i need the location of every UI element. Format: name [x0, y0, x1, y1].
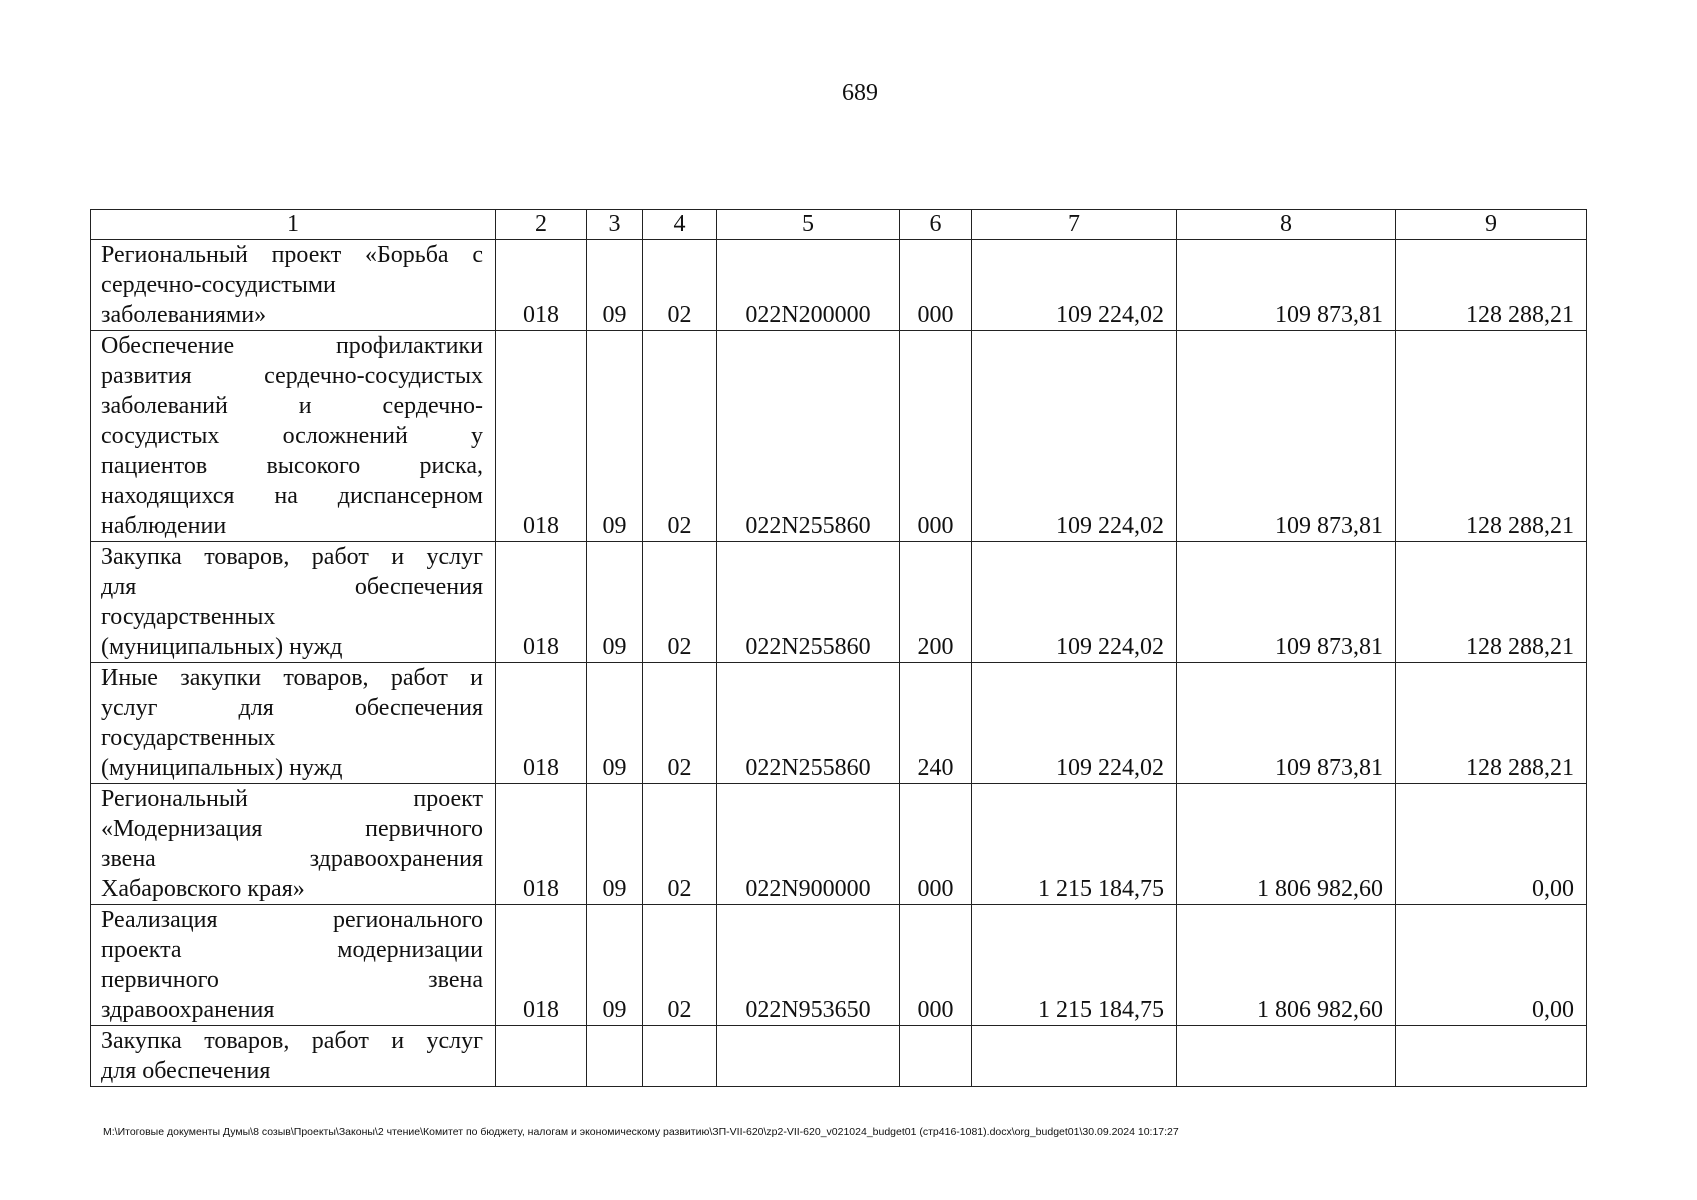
subsection-cell: 02 — [643, 240, 717, 331]
amount-year-3-cell: 128 288,21 — [1396, 240, 1587, 331]
admin-code-cell: 018 — [496, 542, 587, 663]
row-name-line: услуг для обеспечения — [101, 695, 483, 721]
section-cell: 09 — [587, 331, 643, 542]
amount-year-3-cell: 0,00 — [1396, 905, 1587, 1026]
admin-code-cell: 018 — [496, 784, 587, 905]
target-article-cell: 022N200000 — [717, 240, 900, 331]
subsection-cell: 02 — [643, 331, 717, 542]
row-name-cell — [91, 331, 496, 542]
budget-table — [90, 209, 1587, 1087]
expense-type-cell: 000 — [900, 331, 972, 542]
row-name-line: находящихся на диспансерном — [101, 483, 483, 509]
amount-year-2-cell: 109 873,81 — [1177, 331, 1396, 542]
amount-year-2-cell: 1 806 982,60 — [1177, 905, 1396, 1026]
amount-year-1-cell — [972, 1026, 1177, 1087]
row-name-line: государственных — [101, 725, 276, 751]
amount-year-3-cell: 0,00 — [1396, 784, 1587, 905]
row-name-line: Хабаровского края» — [101, 876, 305, 902]
row-name-line: (муниципальных) нужд — [101, 634, 343, 660]
row-name-line: Закупка товаров, работ и услуг — [101, 544, 483, 570]
row-name-line: наблюдении — [101, 513, 227, 539]
section-cell: 09 — [587, 663, 643, 784]
table-row — [91, 663, 1587, 784]
row-name-line: сосудистых осложнений у — [101, 423, 483, 449]
row-name-line: сердечно-сосудистыми — [101, 272, 336, 298]
row-name-line: звена здравоохранения — [101, 846, 483, 872]
amount-year-3-cell — [1396, 1026, 1587, 1087]
table-row — [91, 1026, 1587, 1087]
amount-year-3-cell: 128 288,21 — [1396, 663, 1587, 784]
row-name-cell — [91, 784, 496, 905]
target-article-cell: 022N900000 — [717, 784, 900, 905]
expense-type-cell: 000 — [900, 240, 972, 331]
section-cell: 09 — [587, 240, 643, 331]
row-name-line: пациентов высокого риска, — [101, 453, 483, 479]
subsection-cell: 02 — [643, 905, 717, 1026]
row-name-line: Региональный проект «Борьба с — [101, 242, 483, 268]
subsection-cell — [643, 1026, 717, 1087]
row-name-line: Реализация регионального — [101, 907, 483, 933]
column-number: 7 — [972, 210, 1177, 240]
page-number: 689 — [842, 80, 878, 106]
row-name-cell — [91, 663, 496, 784]
amount-year-2-cell: 1 806 982,60 — [1177, 784, 1396, 905]
expense-type-cell: 000 — [900, 905, 972, 1026]
row-name-cell — [91, 1026, 496, 1087]
row-name-line: заболеваниями» — [101, 302, 267, 328]
column-number: 6 — [900, 210, 972, 240]
column-number: 5 — [717, 210, 900, 240]
row-name-cell — [91, 905, 496, 1026]
expense-type-cell: 000 — [900, 784, 972, 905]
admin-code-cell: 018 — [496, 905, 587, 1026]
table-body — [91, 210, 1587, 1087]
subsection-cell: 02 — [643, 784, 717, 905]
row-name-cell — [91, 542, 496, 663]
amount-year-2-cell: 109 873,81 — [1177, 240, 1396, 331]
row-name-line: Обеспечение профилактики — [101, 333, 483, 359]
table-row — [91, 905, 1587, 1026]
expense-type-cell — [900, 1026, 972, 1087]
section-cell — [587, 1026, 643, 1087]
row-name-line: здравоохранения — [101, 997, 275, 1023]
amount-year-1-cell: 1 215 184,75 — [972, 905, 1177, 1026]
admin-code-cell: 018 — [496, 663, 587, 784]
row-name-line: Закупка товаров, работ и услуг — [101, 1028, 483, 1054]
table-row — [91, 542, 1587, 663]
expense-type-cell: 200 — [900, 542, 972, 663]
column-number: 2 — [496, 210, 587, 240]
row-name-line: государственных — [101, 604, 276, 630]
table-row — [91, 240, 1587, 331]
row-name-cell — [91, 240, 496, 331]
row-name-line: первичного звена — [101, 967, 483, 993]
target-article-cell: 022N255860 — [717, 542, 900, 663]
table-row — [91, 784, 1587, 905]
amount-year-1-cell: 109 224,02 — [972, 542, 1177, 663]
amount-year-1-cell: 109 224,02 — [972, 663, 1177, 784]
subsection-cell: 02 — [643, 663, 717, 784]
row-name-line: Региональный проект — [101, 786, 483, 812]
section-cell: 09 — [587, 905, 643, 1026]
row-name-line: Иные закупки товаров, работ и — [101, 665, 483, 691]
row-name-line: развития сердечно-сосудистых — [101, 363, 483, 389]
target-article-cell — [717, 1026, 900, 1087]
admin-code-cell: 018 — [496, 240, 587, 331]
amount-year-1-cell: 109 224,02 — [972, 331, 1177, 542]
column-number: 9 — [1396, 210, 1587, 240]
admin-code-cell — [496, 1026, 587, 1087]
target-article-cell: 022N255860 — [717, 663, 900, 784]
table-row — [91, 331, 1587, 542]
amount-year-3-cell: 128 288,21 — [1396, 542, 1587, 663]
document-path-footer: M:\Итоговые документы Думы\8 созыв\Проекты\Законы\2 чтение\Комитет по бюджету, налогам и экономическому развитию\ЗП-VII-620\zp2-VII-620_v021024_budget01 (стр416-1081).docx\org_budget01\30.09.2024 10:17:27 — [103, 1126, 1179, 1138]
amount-year-2-cell: 109 873,81 — [1177, 542, 1396, 663]
row-name-line: «Модернизация первичного — [101, 816, 483, 842]
amount-year-1-cell: 109 224,02 — [972, 240, 1177, 331]
admin-code-cell: 018 — [496, 331, 587, 542]
row-name-line: (муниципальных) нужд — [101, 755, 343, 781]
column-number: 1 — [91, 210, 496, 240]
row-name-line: заболеваний и сердечно- — [101, 393, 483, 419]
row-name-line: проекта модернизации — [101, 937, 483, 963]
column-number-row — [91, 210, 1587, 240]
amount-year-3-cell: 128 288,21 — [1396, 331, 1587, 542]
section-cell: 09 — [587, 784, 643, 905]
amount-year-2-cell — [1177, 1026, 1396, 1087]
subsection-cell: 02 — [643, 542, 717, 663]
section-cell: 09 — [587, 542, 643, 663]
amount-year-2-cell: 109 873,81 — [1177, 663, 1396, 784]
column-number: 8 — [1177, 210, 1396, 240]
column-number: 4 — [643, 210, 717, 240]
row-name-line: для обеспечения — [101, 1058, 271, 1084]
target-article-cell: 022N255860 — [717, 331, 900, 542]
target-article-cell: 022N953650 — [717, 905, 900, 1026]
row-name-line: для обеспечения — [101, 574, 483, 600]
expense-type-cell: 240 — [900, 663, 972, 784]
column-number: 3 — [587, 210, 643, 240]
amount-year-1-cell: 1 215 184,75 — [972, 784, 1177, 905]
